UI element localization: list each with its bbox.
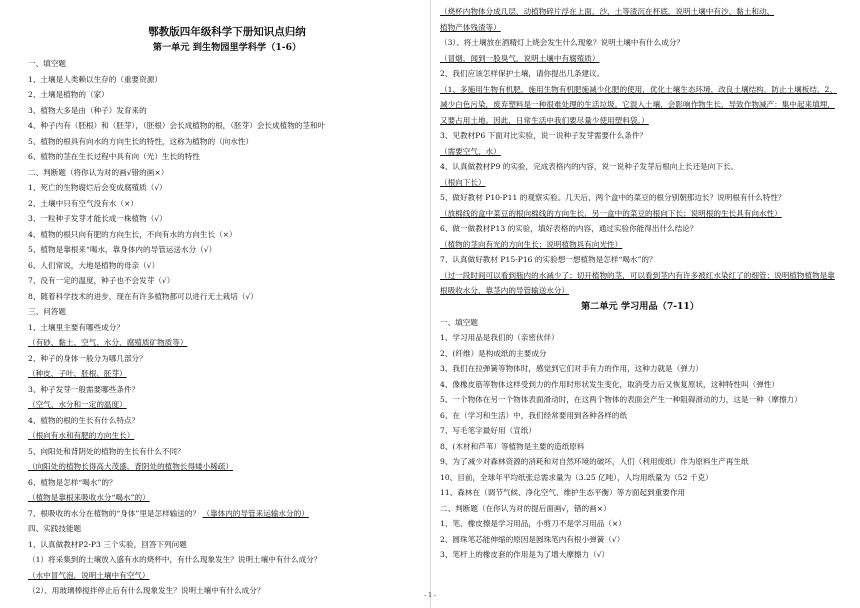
question: 7、根吸收的水分在植物的“身体”里是怎样输送的？	[28, 508, 201, 518]
question: 1、土壤里主要有哪些成分？	[28, 322, 124, 332]
question: 6、植物是怎样“喝水”的？	[28, 477, 117, 487]
answer: （水中冒气泡，说明土壤中有空气）	[28, 570, 150, 580]
question: 6、做一做教材P13 的实验，填好表格的内容，通过实验你能得出什么结论？	[440, 224, 698, 233]
answer: （有砂、黏土、空气、水分、腐殖质矿物质等）	[28, 338, 188, 347]
answer: （靠体内的导管来运输水分的）	[202, 508, 309, 518]
question: 2、种子的身体一般分为哪几部分？	[28, 353, 147, 363]
section-heading: 一、填空题	[440, 317, 478, 327]
list-item: 6、在（学习和生活）中，我们经常要用到各种各样的纸	[440, 410, 628, 420]
list-item: 3、笔杆上的橡皮套的作用是为了增大摩擦力（√）	[440, 550, 610, 559]
answer: （向阳处的植物长得高大茂盛，背阴处的植物长得矮小稀疏）	[28, 462, 234, 471]
question: 5、向阳处和背阴处的植物的生长有什么不同？	[28, 446, 185, 456]
unit2-title: 第二单元 学习用品（7-11）	[580, 300, 700, 312]
section-heading: 三、问答题	[28, 307, 66, 316]
answer: （种皮、子叶、胚根、胚芽）	[28, 369, 127, 378]
question: 4、植物的根的生长有什么特点？	[28, 415, 140, 425]
list-item: 5、植物的根具有向水的方向生长的特性，这称为植物的（向水性）	[28, 136, 254, 146]
question: 7、认真做好教材 P15-P16 的实验想一想植物是怎样“喝水”的？	[440, 255, 657, 264]
answer: （空气、水分和一定的温度）	[28, 400, 127, 409]
list-item: 7、写毛笔字最好用（宣纸）	[440, 426, 536, 435]
list-item: 6、植物的茎在生长过程中具有向（光）生长的特性	[28, 152, 200, 161]
question: 4、认真做教材P9 的实验，完成表格内的内容，说一说种子发芽后根向上长还是向下长。	[440, 162, 739, 171]
question: 2、我们应该怎样保护土壤，请你提出几条建议。	[440, 69, 605, 78]
list-item: 1、学习用品是我们的（亲密伙伴）	[440, 333, 559, 342]
answer: （放棉线的盒中菜豆的根向棉线的方向生长，另一盒中的菜豆的根向下长；说明根的生长具有向水性）	[440, 208, 782, 218]
question: （2）、用玻璃棒搅拌停止后有什么现象发生？说明土壤中有什么成分？	[28, 586, 265, 595]
list-item: 6、人们常说，大地是植物的母亲（√）	[28, 260, 160, 270]
question: 1、认真做教材P2-P3 三个实验，回答下列问题	[28, 539, 187, 549]
column-divider	[430, 0, 431, 608]
answer: （根向有水和有肥的方向生长）	[28, 431, 135, 440]
section-heading: 二、判断题（在你认为对的提后面画√，错的画×）	[440, 503, 611, 513]
answer: （过一段时间可以看到瓶内的水减少了；切开植物的茎，可以看到茎内有许多被红水染红了的细管；说明植物植物是靠根吸收水分，靠茎内的导管输送水分）	[440, 270, 835, 295]
list-item: 11、森林在（调节气候、净化空气、维护生态平衡）等方面起到重要作用	[440, 488, 686, 497]
question: 3、见教材P6 下面对比实验，说一说种子发芽需要什么条件？	[440, 131, 648, 140]
answer: （冒烟，闻到一股臭气，说明土壤中有腐殖质）	[440, 53, 600, 63]
answer: 植物产体残渣等）	[440, 22, 501, 32]
section-heading: 二、判断题（将你认为对的画√错的画×）	[28, 167, 169, 177]
section-heading: 四、实践技能题	[28, 524, 82, 533]
list-item: 8、随着科学技术的进步，现在有许多植物都可以进行无土栽培（√）	[28, 291, 258, 301]
list-item: 7、没有一定的温度，种子也不会发芽（√）	[28, 276, 175, 285]
list-item: 1、土壤是人类赖以生存的（重要资源）	[28, 74, 162, 84]
list-item: 9、为了减少对森林资源的消耗和对自然环境的破坏，人们（利用废纸）作为原料生产再生纸	[440, 457, 749, 466]
page-number: - 1 -	[424, 592, 436, 599]
list-item: 3、植物大多是由（种子）发育来的	[28, 105, 147, 115]
question: 3、种子发芽一般需要哪些条件？	[28, 384, 140, 394]
question: （3）、将土壤放在酒精灯上烧会发生什么现象？说明土壤中有什么成分？	[440, 38, 685, 47]
answer: （需要空气、水）	[440, 146, 501, 156]
answer: （根向下长）	[440, 177, 486, 187]
list-item: 1、死亡的生物腐烂后会变成腐殖质（√）	[28, 183, 167, 192]
answer: （烧杯内物体分成几层，动植物碎片浮在上面，沙、土等渣沉在杯底，说明土壤中有沙、黏土和动、	[440, 7, 775, 16]
list-item: 3、我们在拉弹簧等物体时，感觉到它们对手有力的作用，这种力就是（弹力）	[440, 364, 704, 373]
list-item: 8、(木材和芦苇）等植物是主要的造纸原料	[440, 441, 585, 451]
list-item: 2、土壤中只有空气没有水（×）	[28, 198, 138, 208]
list-item: 2、土壤是植物的（家）	[28, 90, 109, 99]
answer: （植物是靠根来吸收水分“喝水”的）	[28, 493, 150, 502]
list-item: 1、笔、橡皮擦是学习用品，小剪刀不是学习用品（×）	[440, 519, 626, 528]
list-item: 5、植物是靠根来“喝水，靠身体内的导管运送水分（√）	[28, 245, 217, 254]
list-item: 2、(纤维）是构成纸的主要成分	[440, 348, 547, 358]
list-item: 4、植物的根只向有肥的方向生长，不向有水的方向生长（×）	[28, 229, 237, 239]
unit1-title: 第一单元 到生物园里学科学（1-6）	[152, 42, 302, 53]
section-heading: 一、填空题	[28, 59, 66, 68]
answer: （植物的茎向有光的方向生长；说明植物具有向光性）	[440, 239, 623, 249]
left-column	[28, 24, 426, 599]
list-item: 2、圆珠笔芯能伸缩的原因是圆珠笔内有根小弹簧（√）	[440, 534, 625, 544]
question: （1）将采集到的土壤放入盛有水的烧杯中，有什么现象发生？说明土壤中有什么成分？	[28, 555, 322, 564]
list-item: 4、种子内有（胚根）和（胚芽），（胚根）会长成植物的根，（胚芽）会长成植物的茎和叶	[28, 121, 326, 130]
list-item: 5、一个物体在另一个物体表面滑动时，在这两个物体的表面会产生一种阻碍滑动的力，这是一种（摩擦力）	[440, 395, 802, 404]
document-title: 鄂教版四年级科学下册知识点归纳	[148, 26, 306, 38]
list-item: 4、像橡皮筋等物体这样受到力的作用时形状发生变化，取消受力后又恢复原状，这种特性叫（弹性）	[440, 379, 779, 389]
list-item: 10、目前，全球年平均纸张总需求量为（3.25 亿吨），人均用纸量为（52 千克）	[440, 472, 713, 482]
right-column	[440, 4, 840, 563]
list-item: 3、一粒种子发芽才能长成一株植物（√）	[28, 214, 167, 223]
question: 5、做好教材 P10-P11 的观察实验。几天后，两个盒中的菜豆的根分别朝那边长？说明根有什么特性？	[440, 193, 786, 202]
answer: （1、多施用生物有机肥，施用生物有机肥施减少化肥的使用，优化土壤生态环境，改良土壤结构，防止土壤板结，2、减少白色污染，废弃塑料是一种很难处理的生活垃圾。它混入土壤，会影响作物生长，导致作物减产：集中起来填埋，又要占用土地。因此，日常生活中我们要尽量少使用塑料袋。）	[440, 84, 837, 125]
